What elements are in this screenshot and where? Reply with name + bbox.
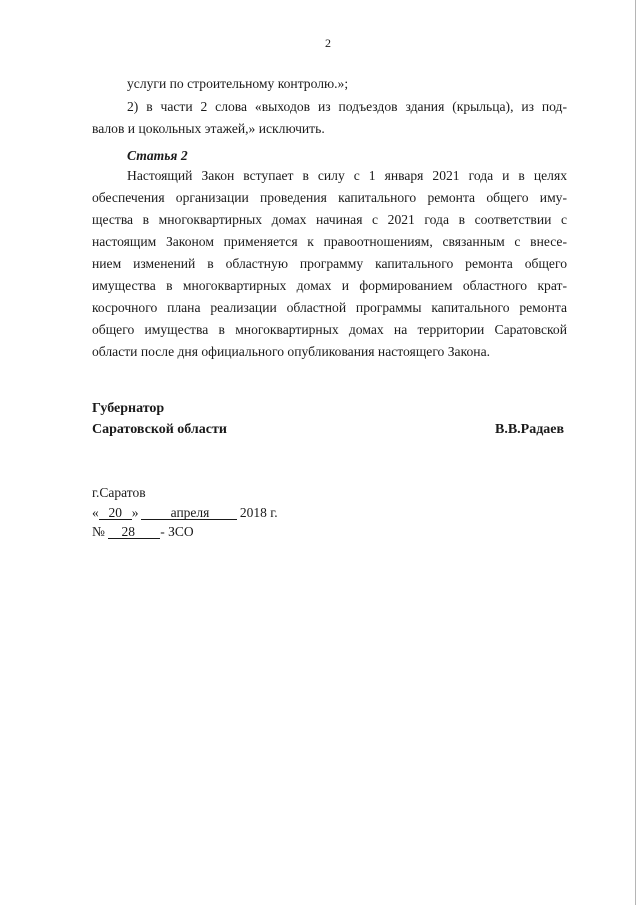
- page-edge: [635, 0, 636, 905]
- date-month: апреля: [157, 506, 224, 520]
- number-value: 28: [108, 525, 148, 539]
- number-sign: №: [92, 524, 105, 539]
- article-line: Настоящий Закон вступает в силу с 1 января 2021 года и в целях: [127, 168, 567, 183]
- law-number: [92, 524, 194, 540]
- date-open-quote: «: [92, 505, 99, 520]
- article-line: нием изменений в областную программу капитального ремонта общего: [92, 256, 567, 271]
- number-gap: [148, 525, 160, 539]
- article-line: обеспечения организации проведения капитального ремонта общего иму-: [92, 190, 567, 205]
- number-suffix: - ЗСО: [160, 524, 194, 539]
- fragment-line: 2) в части 2 слова «выходов из подъездов здания (крыльца), из под-: [127, 99, 567, 114]
- article-line: общего имущества в многоквартирных домах на территории Саратовской: [92, 322, 567, 337]
- fragment-line: валов и цокольных этажей,» исключить.: [92, 121, 325, 136]
- date-close-quote: »: [131, 505, 139, 520]
- signatory-title: Губернатор: [92, 401, 165, 416]
- signatory-name: В.В.Радаев: [495, 422, 565, 437]
- signing-date: [92, 505, 278, 521]
- page-number: 2: [325, 36, 331, 50]
- date-gap: [224, 506, 237, 520]
- article-line: щества в многоквартирных домах начиная с 2021 года в соответствии с: [92, 212, 567, 227]
- date-gap: [141, 506, 157, 520]
- signatory-region: Саратовской области: [92, 422, 227, 437]
- article-heading: Статья 2: [127, 148, 188, 163]
- date-day: 20: [99, 506, 132, 520]
- signing-city: г.Саратов: [92, 485, 146, 500]
- date-year: 2018 г.: [239, 505, 278, 520]
- article-line: косрочного плана реализации областной программы капитального ремонта: [92, 300, 567, 315]
- article-line: настоящим Законом применяется к правоотношениям, связанным с внесе-: [92, 234, 567, 249]
- article-line: области после дня официального опубликования настоящего Закона.: [92, 344, 491, 359]
- article-line: имущества в многоквартирных домах и формированием областного крат-: [92, 278, 567, 293]
- fragment-line: услуги по строительному контролю.»;: [127, 76, 349, 91]
